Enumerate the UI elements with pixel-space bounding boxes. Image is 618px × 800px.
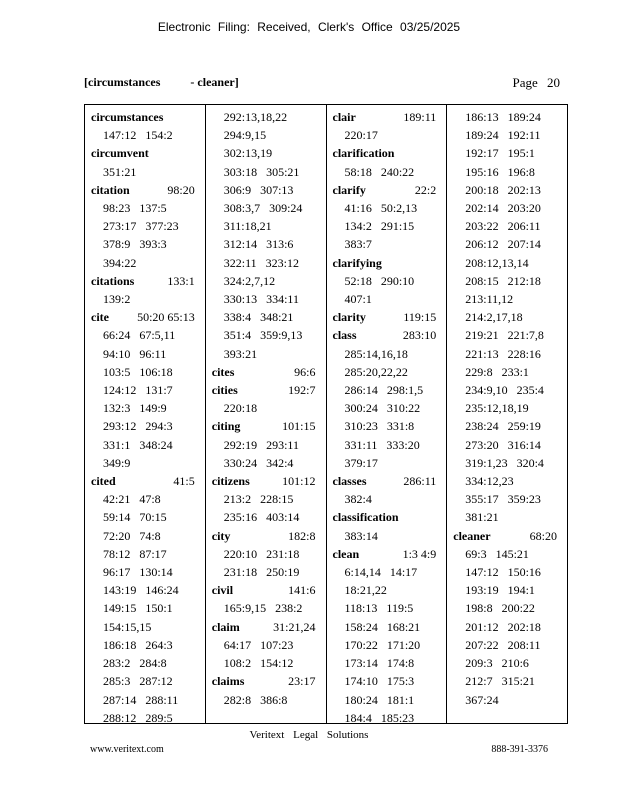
index-ref-line: 208:15 212:18 [465, 273, 541, 288]
index-ref-line: 52:18 290:10 [344, 273, 415, 288]
index-ref-line: 72:20 74:8 [103, 528, 161, 543]
index-ref-line: 382:4 [344, 492, 372, 507]
index-term-word: cite [91, 310, 109, 325]
index-term-word: cites [211, 364, 235, 379]
index-term [212, 417, 326, 435]
index-ref-line: 149:15 150:1 [103, 601, 173, 616]
index-ref-line: 285:14,16,18 [344, 346, 408, 361]
index-ref-line: 234:9,10 235:4 [465, 383, 544, 398]
index-ref-line: 292:19 293:11 [223, 437, 299, 452]
index-ref-line: 147:12 154:2 [103, 128, 173, 143]
index-ref-line: 287:14 288:11 [103, 692, 179, 707]
index-ref-line: 96:17 130:14 [103, 565, 173, 580]
index-term [333, 472, 447, 490]
index-term-first-ref: 98:20 [167, 182, 195, 197]
index-column-1 [85, 105, 206, 723]
index-term [333, 545, 447, 563]
index-term-first-ref: 101:12 [282, 474, 316, 489]
index-ref-line: 330:13 334:11 [223, 292, 299, 307]
index-ref-line: 18:21,22 [344, 583, 387, 598]
index-term [333, 254, 447, 272]
index-ref-line: 132:3 149:9 [103, 401, 167, 416]
index-term [212, 527, 326, 545]
index-entry [212, 381, 326, 417]
index-ref-line: 94:10 96:11 [103, 346, 167, 361]
index-ref-line: 273:17 377:23 [103, 219, 179, 234]
index-ref-line: 293:12 294:3 [103, 419, 173, 434]
index-term [333, 108, 447, 126]
index-ref-line: 331:1 348:24 [103, 437, 173, 452]
index-term-word: classification [332, 510, 399, 525]
index-term-first-ref: 31:21,24 [273, 619, 316, 634]
index-ref-line: 165:9,15 238:2 [223, 601, 303, 616]
index-ref-line: 174:10 175:3 [344, 674, 415, 689]
index-entry [91, 108, 205, 144]
index-ref-line: 302:13,19 [223, 146, 273, 161]
index-term-word: citizens [211, 474, 250, 489]
index-term-first-ref: 41:5 [173, 474, 195, 489]
index-term-word: claim [211, 619, 240, 634]
index-ref-line: 143:19 146:24 [103, 583, 179, 598]
index-term-word: civil [211, 583, 234, 598]
index-ref-line: 294:9,15 [223, 128, 267, 143]
index-term-word: clair [332, 110, 356, 124]
footer-website: www.veritext.com [90, 744, 164, 755]
index-entry [91, 472, 205, 723]
index-entry [333, 472, 447, 508]
index-ref-line: 139:2 [103, 292, 131, 307]
index-entry [333, 254, 447, 309]
index-term [212, 363, 326, 381]
index-entry [91, 144, 205, 180]
index-term-first-ref: 22:2 [414, 182, 437, 197]
index-ref-line: 59:14 70:15 [103, 510, 167, 525]
index-term-first-ref: 192:7 [288, 383, 316, 398]
index-ref-line: 186:13 189:24 [465, 110, 541, 124]
index-term [333, 326, 447, 344]
index-term-first-ref: 1:3 4:9 [402, 546, 437, 561]
index-term [212, 581, 326, 599]
index-ref-line: 378:9 393:3 [103, 237, 167, 252]
index-term-word: cities [211, 383, 238, 398]
index-entry [333, 308, 447, 326]
index-entry [333, 508, 447, 544]
index-ref-line: 282:8 386:8 [223, 692, 288, 707]
index-entry [212, 581, 326, 617]
index-ref-line: 203:22 206:11 [465, 219, 541, 234]
index-ref-line: 235:16 403:14 [223, 510, 300, 525]
index-entry [333, 545, 447, 723]
index-entry [333, 181, 447, 254]
index-entry [91, 272, 205, 308]
index-ref-line: 180:24 181:1 [344, 692, 415, 707]
index-ref-line: 186:18 264:3 [103, 637, 173, 652]
index-ref-line: 220:18 [223, 401, 258, 416]
index-ref-line: 108:2 154:12 [223, 656, 294, 671]
index-ref-line: 198:8 200:22 [465, 601, 535, 616]
index-ref-line: 394:22 [103, 255, 137, 270]
index-term-first-ref: 286:11 [403, 474, 437, 489]
index-range-label: [circumstances - cleaner] [84, 75, 239, 89]
index-term-first-ref: 189:11 [403, 110, 437, 124]
index-ref-line: 58:18 240:22 [344, 164, 415, 179]
index-term-word: cited [91, 474, 116, 489]
index-entry [212, 472, 326, 527]
index-term [212, 472, 326, 490]
index-ref-line: 212:7 315:21 [465, 674, 535, 689]
filing-stamp: Electronic Filing: Received, Clerk's Office 03/25/2025 [157, 20, 461, 34]
index-ref-line: 238:24 259:19 [465, 419, 541, 434]
index-term-first-ref: 182:8 [288, 528, 316, 543]
index-entry [91, 181, 205, 272]
index-term [91, 144, 205, 162]
index-ref-line: 134:2 291:15 [344, 219, 415, 234]
index-term [453, 527, 567, 545]
index-column-2 [206, 105, 327, 723]
index-ref-line: 192:17 195:1 [465, 146, 535, 161]
index-term-first-ref: 119:15 [403, 310, 437, 325]
index-term-word: citations [91, 273, 135, 288]
footer-company: Veritext Legal Solutions [249, 729, 369, 741]
index-ref-line: 322:11 323:12 [223, 255, 299, 270]
index-ref-line: 103:5 106:18 [103, 364, 173, 379]
index-ref-line: 207:22 208:11 [465, 637, 541, 652]
index-ref-line: 209:3 210:6 [465, 656, 529, 671]
index-entry [91, 308, 205, 472]
word-index-table [84, 104, 568, 724]
index-ref-line: 124:12 131:7 [103, 383, 173, 398]
index-ref-line: 306:9 307:13 [223, 182, 294, 197]
index-ref-line: 220:10 231:18 [223, 546, 300, 561]
index-ref-line: 147:12 150:16 [465, 565, 541, 580]
index-term-word: claims [211, 674, 245, 689]
index-ref-line: 170:22 171:20 [344, 637, 421, 652]
index-ref-line: 231:18 250:19 [223, 565, 300, 580]
index-entry [212, 417, 326, 472]
index-column-4 [447, 105, 567, 723]
index-term-first-ref: 50:20 65:13 [137, 310, 195, 325]
index-entry [453, 527, 567, 709]
index-ref-line: 273:20 316:14 [465, 437, 541, 452]
index-term-word: class [332, 328, 357, 343]
index-entry [212, 108, 326, 363]
index-term-word: clarifying [332, 255, 382, 270]
index-ref-line: 78:12 87:17 [103, 546, 167, 561]
index-ref-line: 331:11 333:20 [344, 437, 420, 452]
index-entry [333, 326, 447, 472]
index-ref-line: 173:14 174:8 [344, 656, 415, 671]
index-ref-line: 383:7 [344, 237, 372, 252]
index-term-word: clarification [332, 146, 395, 161]
index-term-first-ref: 283:10 [402, 328, 437, 343]
index-entry [453, 108, 567, 527]
index-term-word: circumstances [91, 110, 164, 124]
index-entry [212, 527, 326, 582]
index-ref-line: 42:21 47:8 [103, 492, 161, 507]
index-ref-line: 200:18 202:13 [465, 182, 541, 197]
index-ref-line: 310:23 331:8 [344, 419, 415, 434]
index-term [212, 618, 326, 636]
index-term-first-ref: 141:6 [288, 583, 316, 598]
index-ref-line: 351:4 359:9,13 [223, 328, 303, 343]
index-ref-line: 64:17 107:23 [223, 637, 294, 652]
index-ref-line: 158:24 168:21 [344, 619, 421, 634]
index-term-word: circumvent [91, 146, 149, 161]
index-ref-line: 288:12 289:5 [103, 710, 173, 723]
index-term-word: cleaner [453, 528, 491, 543]
index-term [91, 472, 205, 490]
index-ref-line: 6:14,14 14:17 [344, 565, 418, 580]
index-ref-line: 221:13 228:16 [465, 346, 541, 361]
index-ref-line: 213:2 228:15 [223, 492, 294, 507]
index-ref-line: 213:11,12 [465, 292, 514, 307]
index-entry [212, 363, 326, 381]
index-ref-line: 383:14 [344, 528, 378, 543]
index-ref-line: 208:12,13,14 [465, 255, 529, 270]
index-ref-line: 219:21 221:7,8 [465, 328, 544, 343]
index-ref-line: 195:16 196:8 [465, 164, 535, 179]
index-term-word: clarify [332, 182, 366, 197]
index-term [333, 508, 447, 526]
index-ref-line: 303:18 305:21 [223, 164, 300, 179]
index-term [212, 381, 326, 399]
index-ref-line: 330:24 342:4 [223, 455, 294, 470]
index-ref-line: 118:13 119:5 [344, 601, 414, 616]
index-ref-line: 283:2 284:8 [103, 656, 167, 671]
index-ref-line: 214:2,17,18 [465, 310, 523, 325]
index-column-3 [327, 105, 448, 723]
index-term [91, 108, 205, 126]
index-ref-line: 338:4 348:21 [223, 310, 294, 325]
index-entry [212, 672, 326, 708]
index-term-word: classes [332, 474, 367, 489]
index-ref-line: 367:24 [465, 692, 499, 707]
index-ref-line: 308:3,7 309:24 [223, 201, 303, 216]
index-term-word: clarity [332, 310, 366, 325]
index-term-word: city [211, 528, 231, 543]
index-ref-line: 202:14 203:20 [465, 201, 541, 216]
index-term [333, 181, 447, 199]
index-ref-line: 407:1 [344, 292, 372, 307]
index-term [333, 144, 447, 162]
index-ref-line: 154:15,15 [103, 619, 152, 634]
index-ref-line: 381:21 [465, 510, 499, 525]
index-ref-line: 393:21 [223, 346, 258, 361]
index-ref-line: 286:14 298:1,5 [344, 383, 424, 398]
index-term [212, 672, 326, 690]
index-ref-line: 201:12 202:18 [465, 619, 541, 634]
index-term-first-ref: 68:20 [529, 528, 557, 543]
index-term [333, 308, 447, 326]
index-ref-line: 193:19 194:1 [465, 583, 535, 598]
index-term [91, 181, 205, 199]
index-ref-line: 229:8 233:1 [465, 364, 529, 379]
page-number: Page 20 [512, 75, 560, 90]
index-term [91, 308, 205, 326]
index-ref-line: 184:4 185:23 [344, 710, 415, 723]
index-ref-line: 349:9 [103, 455, 131, 470]
index-ref-line: 319:1,23 320:4 [465, 455, 544, 470]
index-term-first-ref: 101:15 [282, 419, 316, 434]
index-term-first-ref: 133:1 [167, 273, 195, 288]
index-ref-line: 292:13,18,22 [223, 110, 288, 124]
index-ref-line: 334:12,23 [465, 474, 514, 489]
index-ref-line: 355:17 359:23 [465, 492, 541, 507]
index-term-first-ref: 23:17 [288, 674, 316, 689]
index-ref-line: 379:17 [344, 455, 378, 470]
index-ref-line: 324:2,7,12 [223, 273, 276, 288]
index-entry [212, 618, 326, 673]
index-ref-line: 98:23 137:5 [103, 201, 167, 216]
index-term-word: citation [91, 182, 130, 197]
index-term-word: citing [211, 419, 241, 434]
index-ref-line: 285:20,22,22 [344, 364, 408, 379]
index-ref-line: 311:18,21 [223, 219, 272, 234]
index-entry [333, 144, 447, 180]
index-ref-line: 312:14 313:6 [223, 237, 294, 252]
index-ref-line: 300:24 310:22 [344, 401, 421, 416]
index-term-word: clean [332, 546, 360, 561]
index-ref-line: 220:17 [344, 128, 378, 143]
index-term [91, 272, 205, 290]
index-ref-line: 69:3 145:21 [465, 546, 529, 561]
index-ref-line: 206:12 207:14 [465, 237, 541, 252]
index-ref-line: 66:24 67:5,11 [103, 328, 176, 343]
footer-phone: 888-391-3376 [491, 744, 548, 755]
index-term-first-ref: 96:6 [294, 364, 316, 379]
index-ref-line: 189:24 192:11 [465, 128, 541, 143]
index-ref-line: 41:16 50:2,13 [344, 201, 418, 216]
index-entry [333, 108, 447, 144]
index-ref-line: 235:12,18,19 [465, 401, 529, 416]
index-ref-line: 351:21 [103, 164, 137, 179]
index-ref-line: 285:3 287:12 [103, 674, 173, 689]
